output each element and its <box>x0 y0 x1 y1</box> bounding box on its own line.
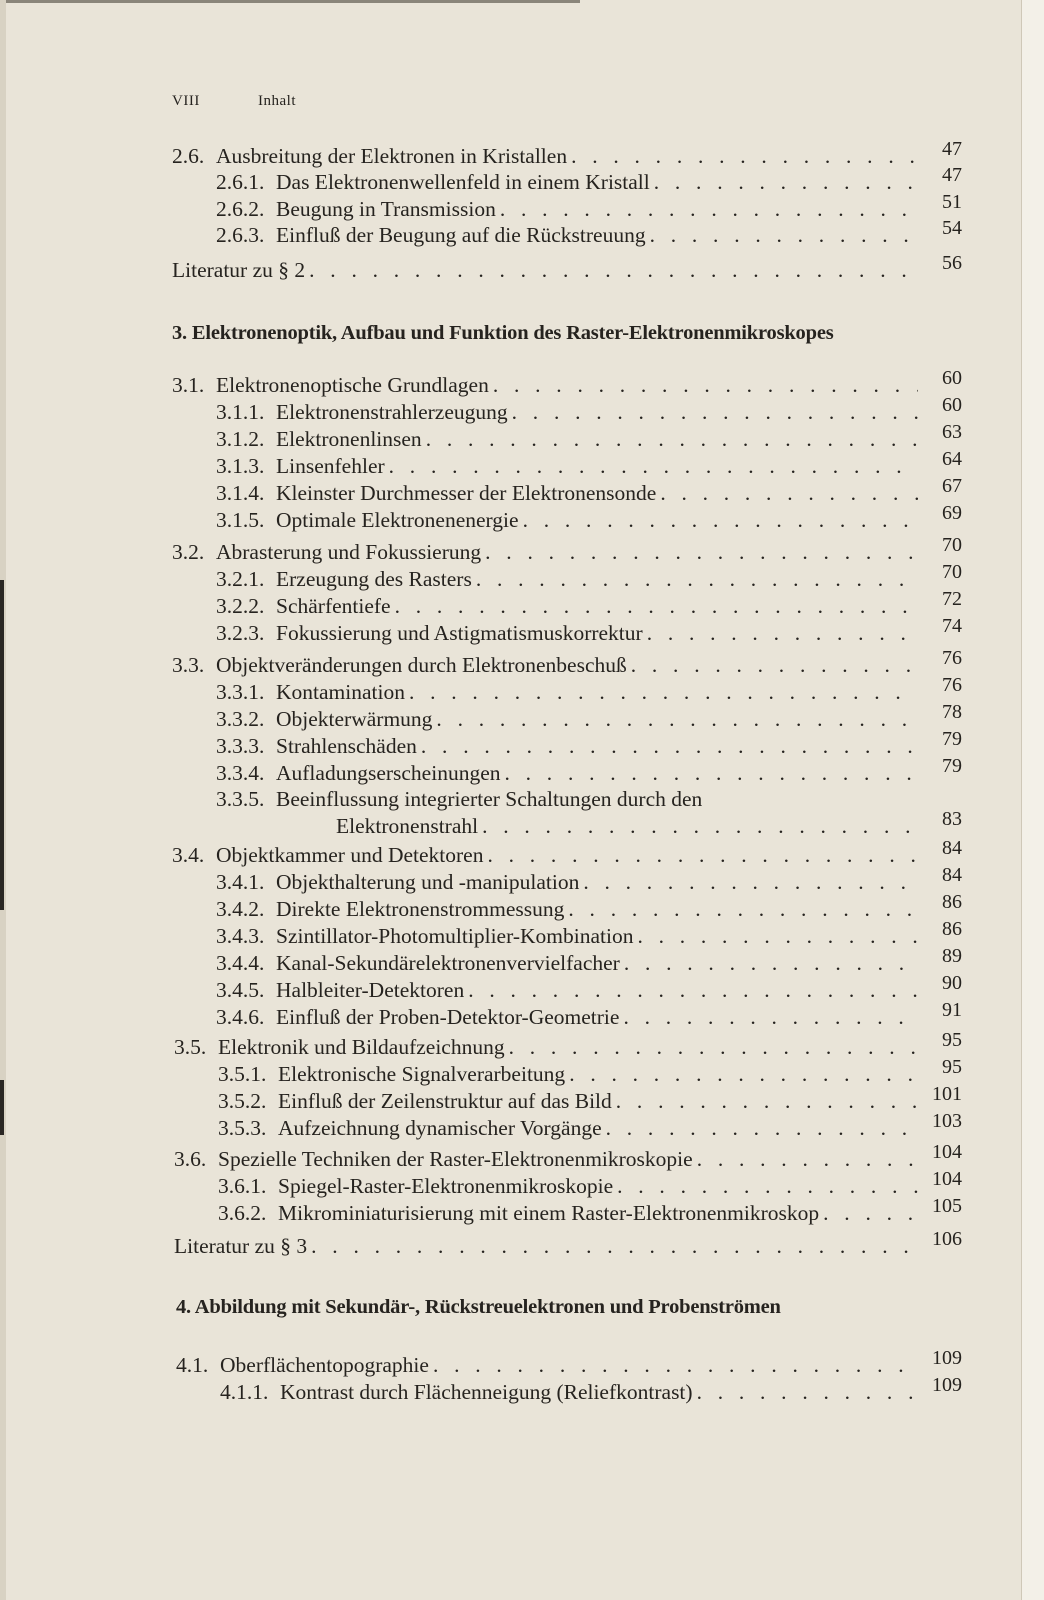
binding-mark <box>0 580 4 910</box>
toc-subsection-entry <box>220 1374 962 1405</box>
toc-subsection-entry <box>218 1195 962 1226</box>
toc-subsection-entry <box>216 217 962 248</box>
toc-page-number: 63 <box>942 421 962 443</box>
toc-literature-entry <box>172 252 962 283</box>
toc-page-number: 79 <box>942 728 962 750</box>
toc-number: 4.1.1. <box>220 1380 269 1404</box>
toc-subsection-entry <box>216 891 962 922</box>
dot-leader <box>571 144 918 169</box>
toc-title: Elektronenlinsen <box>276 427 422 451</box>
dot-leader <box>389 454 918 479</box>
dot-leader <box>697 1147 918 1172</box>
toc-number: 3.3.5. <box>216 787 265 811</box>
dot-leader <box>660 481 918 506</box>
toc-subsection-entry <box>216 945 962 976</box>
toc-number: 3.3.2. <box>216 707 265 731</box>
toc-page-number: 70 <box>942 534 962 556</box>
toc-number: 3.3.4. <box>216 761 265 785</box>
dot-leader <box>650 223 918 248</box>
chapter-heading: 3. Elektronenoptik, Aufbau und Funktion des Raster-Elektronenmikroskopes <box>172 322 834 344</box>
page-right-edge <box>1021 0 1044 1600</box>
toc-number: 3.2.2. <box>216 594 265 618</box>
toc-number: 3.4.5. <box>216 978 265 1002</box>
dot-leader <box>623 1005 918 1030</box>
dot-leader <box>631 653 918 678</box>
toc-number: 2.6. <box>172 144 205 168</box>
toc-page-number: 51 <box>942 191 962 213</box>
toc-subsection-entry <box>216 421 962 452</box>
toc-subsection-entry <box>216 786 962 812</box>
toc-number: 2.6.1. <box>216 170 265 194</box>
toc-subsection-entry <box>216 999 962 1030</box>
toc-subsection-entry <box>218 1056 962 1087</box>
toc-section-entry <box>172 138 962 169</box>
toc-subsection-entry <box>218 1083 962 1114</box>
toc-title: Objekthalterung und -manipulation <box>276 870 580 894</box>
dot-leader <box>311 1234 918 1259</box>
toc-page-number: 109 <box>932 1374 962 1396</box>
toc-title: Schärfentiefe <box>276 594 391 618</box>
toc-number: 3.4.3. <box>216 924 265 948</box>
dot-leader <box>624 951 918 976</box>
toc-title: Einfluß der Beugung auf die Rückstreuung <box>276 223 646 247</box>
toc-page-number: 74 <box>942 615 962 637</box>
toc-number: 3.4.2. <box>216 897 265 921</box>
toc-subsection-entry <box>216 164 962 195</box>
toc-page-number: 104 <box>932 1141 962 1163</box>
toc-title: Optimale Elektronenenergie <box>276 508 519 532</box>
toc-title: Szintillator-Photomultiplier-Kombination <box>276 924 634 948</box>
dot-leader <box>436 707 918 732</box>
toc-title: Objektkammer und Detektoren <box>216 843 484 867</box>
page-folio: VIII <box>172 93 200 109</box>
dot-leader <box>487 843 918 868</box>
toc-page-number: 47 <box>942 164 962 186</box>
toc-page-number: 101 <box>932 1083 962 1105</box>
toc-section-entry <box>172 647 962 678</box>
toc-page-number: 104 <box>932 1168 962 1190</box>
toc-subsection-entry <box>216 615 962 646</box>
dot-leader <box>606 1116 918 1141</box>
toc-title: Mikrominiaturisierung mit einem Raster-Elektronenmikroskop <box>278 1201 820 1225</box>
toc-subsection-entry <box>216 588 962 619</box>
toc-page-number: 90 <box>942 972 962 994</box>
toc-number: 3.2. <box>172 540 205 564</box>
toc-page-number: 56 <box>942 252 962 274</box>
toc-title: Aufzeichnung dynamischer Vorgänge <box>278 1116 602 1140</box>
toc-number: 3.6.1. <box>218 1174 267 1198</box>
toc-page-number: 72 <box>942 588 962 610</box>
toc-section-entry <box>176 1347 962 1378</box>
running-header <box>172 93 296 110</box>
toc-title: Aufladungserscheinungen <box>276 761 501 785</box>
toc-number: 3.5. <box>174 1035 207 1059</box>
toc-section-entry <box>174 1029 962 1060</box>
toc-page-number: 84 <box>942 864 962 886</box>
toc-page-number: 89 <box>942 945 962 967</box>
toc-title: Linsenfehler <box>276 454 385 478</box>
chapter-heading: 4. Abbildung mit Sekundär-, Rückstreuelektronen und Probenströmen <box>176 1296 781 1318</box>
toc-title: Elektronenstrahl <box>336 814 479 838</box>
toc-subsection-entry <box>218 1168 962 1199</box>
toc-title: Einfluß der Proben-Detektor-Geometrie <box>276 1005 620 1029</box>
toc-title: Kontrast durch Flächenneigung (Reliefkontrast) <box>280 1380 693 1404</box>
toc-page-number: 91 <box>942 999 962 1021</box>
dot-leader <box>823 1201 918 1226</box>
toc-section-entry <box>172 837 962 868</box>
toc-title: Elektronenoptische Grundlagen <box>216 373 489 397</box>
toc-page-number: 84 <box>942 837 962 859</box>
dot-leader <box>476 567 918 592</box>
dot-leader <box>409 680 918 705</box>
toc-page-number: 103 <box>932 1110 962 1132</box>
toc-page-number: 76 <box>942 674 962 696</box>
toc-number: 3.5.2. <box>218 1089 267 1113</box>
toc-page-number: 86 <box>942 891 962 913</box>
toc-subsection-entry <box>216 864 962 895</box>
toc-number: 3.3. <box>172 653 205 677</box>
dot-leader <box>568 897 918 922</box>
toc-page-number: 106 <box>932 1228 962 1250</box>
dot-leader <box>647 621 918 646</box>
toc-number: 3.1.2. <box>216 427 265 451</box>
toc-number: 3.1.4. <box>216 481 265 505</box>
toc-number: 2.6.2. <box>216 197 265 221</box>
toc-number: Literatur zu § 2 <box>172 258 306 282</box>
toc-title: Abrasterung und Fokussierung <box>216 540 482 564</box>
toc-title: Beeinflussung integrierter Schaltungen durch den <box>276 787 703 811</box>
toc-title: Strahlenschäden <box>276 734 417 758</box>
dot-leader <box>512 400 918 425</box>
dot-leader <box>493 373 918 398</box>
toc-title: Elektronische Signalverarbeitung <box>278 1062 566 1086</box>
toc-subsection-entry <box>216 394 962 425</box>
toc-number: 3.5.1. <box>218 1062 267 1086</box>
toc-subsection-entry <box>216 448 962 479</box>
toc-title: Objektveränderungen durch Elektronenbeschuß <box>216 653 627 677</box>
toc-page-number: 67 <box>942 475 962 497</box>
dot-leader <box>500 197 918 222</box>
toc-page-number: 95 <box>942 1056 962 1078</box>
toc-number: 3.1.5. <box>216 508 265 532</box>
toc-page-number: 86 <box>942 918 962 940</box>
toc-page-number: 70 <box>942 561 962 583</box>
dot-leader <box>583 870 918 895</box>
toc-page-number: 64 <box>942 448 962 470</box>
dot-leader <box>433 1353 918 1378</box>
toc-page-number: 47 <box>942 138 962 160</box>
toc-subsection-entry <box>216 728 962 759</box>
toc-literature-entry <box>174 1228 962 1259</box>
toc-number: 3.2.3. <box>216 621 265 645</box>
toc-subsection-entry <box>218 1110 962 1141</box>
toc-title: Fokussierung und Astigmatismuskorrektur <box>276 621 643 645</box>
toc-subsection-entry <box>216 502 962 533</box>
toc-subsection-entry <box>216 808 962 839</box>
toc-title: Spiegel-Raster-Elektronenmikroskopie <box>278 1174 614 1198</box>
toc-number: 3.5.3. <box>218 1116 267 1140</box>
toc-section-entry <box>174 1141 962 1172</box>
toc-title: Kleinster Durchmesser der Elektronensonde <box>276 481 657 505</box>
header-section: Inhalt <box>258 93 296 109</box>
dot-leader <box>569 1062 918 1087</box>
toc-title: Halbleiter-Detektoren <box>276 978 465 1002</box>
toc-page-number: 78 <box>942 701 962 723</box>
toc-number: Literatur zu § 3 <box>174 1234 308 1258</box>
toc-page-number: 83 <box>942 808 962 830</box>
toc-section-entry <box>172 367 962 398</box>
toc-number: 3.1.1. <box>216 400 265 424</box>
dot-leader <box>616 1089 918 1114</box>
toc-page-number: 69 <box>942 502 962 524</box>
toc-subsection-entry <box>216 755 962 786</box>
toc-number: 3.6. <box>174 1147 207 1171</box>
toc-subsection-entry <box>216 191 962 222</box>
toc-page-number: 95 <box>942 1029 962 1051</box>
toc-title: Objekterwärmung <box>276 707 433 731</box>
toc-title: Erzeugung des Rasters <box>276 567 472 591</box>
toc-number: 3.1. <box>172 373 205 397</box>
dot-leader <box>509 1035 918 1060</box>
toc-number: 3.3.1. <box>216 680 265 704</box>
toc-page-number: 105 <box>932 1195 962 1217</box>
toc-title: Elektronik und Bildaufzeichnung <box>218 1035 505 1059</box>
toc-title: Beugung in Transmission <box>276 197 496 221</box>
dot-leader <box>485 540 918 565</box>
toc-title: Kanal-Sekundärelektronenvervielfacher <box>276 951 620 975</box>
toc-number: 3.2.1. <box>216 567 265 591</box>
dot-leader <box>654 170 918 195</box>
toc-subsection-entry <box>216 701 962 732</box>
dot-leader <box>468 978 918 1003</box>
dot-leader <box>309 258 918 283</box>
dot-leader <box>637 924 918 949</box>
toc-page-number: 109 <box>932 1347 962 1369</box>
toc-title: Elektronenstrahlerzeugung <box>276 400 508 424</box>
toc-title: Spezielle Techniken der Raster-Elektronenmikroskopie <box>218 1147 693 1171</box>
dot-leader <box>426 427 918 452</box>
toc-page-number: 76 <box>942 647 962 669</box>
toc-number: 4.1. <box>176 1353 209 1377</box>
toc-page-number: 60 <box>942 367 962 389</box>
toc-title: Kontamination <box>276 680 405 704</box>
dot-leader <box>505 761 919 786</box>
toc-number: 3.6.2. <box>218 1201 267 1225</box>
toc-title: Direkte Elektronenstrommessung <box>276 897 565 921</box>
toc-section-entry <box>172 534 962 565</box>
toc-number: 3.4.6. <box>216 1005 265 1029</box>
toc-page-number: 54 <box>942 217 962 239</box>
dot-leader <box>395 594 918 619</box>
toc-title: Oberflächentopographie <box>220 1353 429 1377</box>
toc-subsection-entry <box>216 561 962 592</box>
dot-leader <box>482 814 918 839</box>
toc-number: 3.4.4. <box>216 951 265 975</box>
toc-subsection-entry <box>216 972 962 1003</box>
toc-number: 3.3.3. <box>216 734 265 758</box>
dot-leader <box>421 734 918 759</box>
toc-title: Ausbreitung der Elektronen in Kristallen <box>216 144 568 168</box>
dot-leader <box>617 1174 918 1199</box>
toc-subsection-entry <box>216 918 962 949</box>
toc-title: Einfluß der Zeilenstruktur auf das Bild <box>278 1089 612 1113</box>
toc-title: Das Elektronenwellenfeld in einem Kristall <box>276 170 650 194</box>
toc-subsection-entry <box>216 475 962 506</box>
toc-page-number: 60 <box>942 394 962 416</box>
dot-leader <box>523 508 918 533</box>
toc-number: 3.1.3. <box>216 454 265 478</box>
dot-leader <box>697 1380 918 1405</box>
toc-number: 2.6.3. <box>216 223 265 247</box>
toc-number: 3.4. <box>172 843 205 867</box>
toc-number: 3.4.1. <box>216 870 265 894</box>
toc-page-number: 79 <box>942 755 962 777</box>
binding-mark <box>0 1080 4 1135</box>
toc-subsection-entry <box>216 674 962 705</box>
page-top-edge <box>0 0 580 3</box>
